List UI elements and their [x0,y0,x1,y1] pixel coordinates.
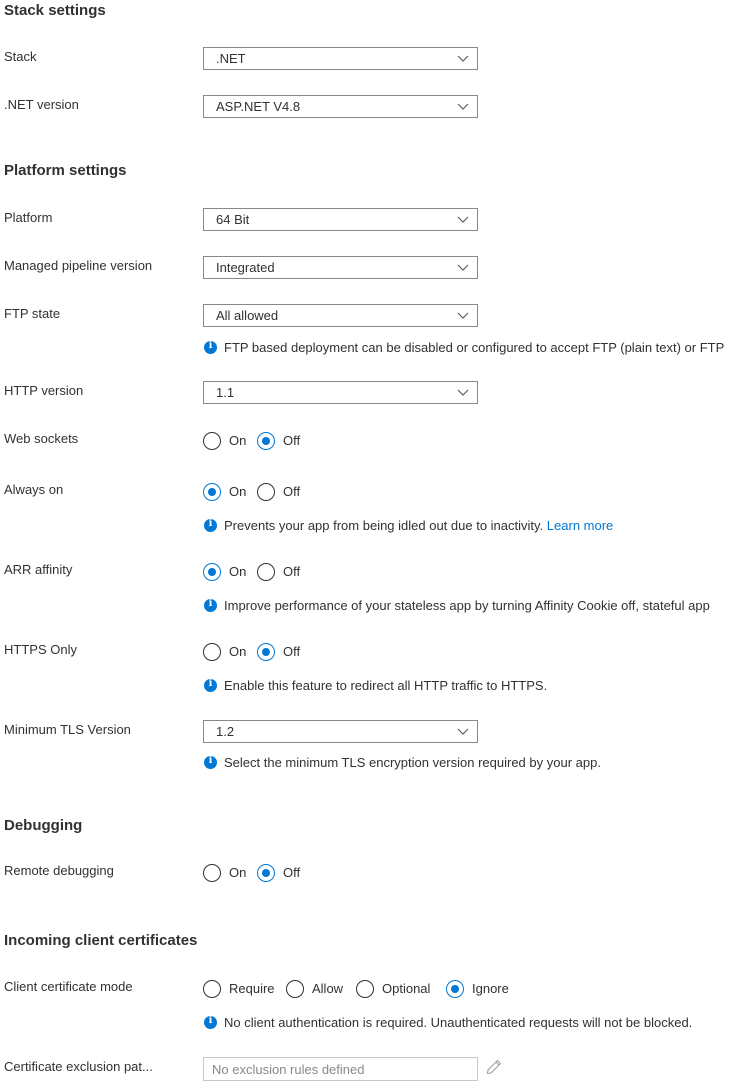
ftp-label: FTP state [4,306,61,321]
http-version-dropdown[interactable] [203,381,478,404]
http-version-dropdown-value: 1.1 [216,385,235,400]
web-sockets-label: Web sockets [4,431,79,446]
info-icon [204,519,217,532]
certificate-exclusion-label: Certificate exclusion pat... [4,1059,153,1074]
https-only-info-text: Enable this feature to redirect all HTTP traffic to HTTPS. [224,678,548,693]
certificate-exclusion-input[interactable] [203,1057,478,1081]
pipeline-label: Managed pipeline version [4,258,153,273]
https-only-on-label: On [229,644,247,659]
always-on-radio-group [203,482,313,504]
radio-selected-dot [451,985,459,993]
platform-dropdown[interactable] [203,208,478,231]
chevron-down-icon [457,53,469,63]
arr-affinity-info-text: Improve performance of your stateless app by turning Affinity Cookie off, stateful app [224,598,710,613]
net-version-label: .NET version [4,97,79,112]
radio-selected-dot [208,488,216,496]
always-on-on-label: On [229,484,247,499]
section-title-platform: Platform settings [4,162,127,179]
net-version-dropdown-value: ASP.NET V4.8 [216,99,301,114]
info-icon [204,341,217,354]
section-title-client-certificates: Incoming client certificates [4,932,198,949]
remote-debugging-radio-group [203,863,313,885]
tls-version-info-text: Select the minimum TLS encryption version required by your app. [224,755,601,770]
chevron-down-icon [457,310,469,320]
client-certificate-mode-radio-group [203,979,523,1001]
ftp-info-text: FTP based deployment can be disabled or configured to accept FTP (plain text) or FTP [224,340,725,355]
https-only-radio-group [203,642,313,664]
always-on-label: Always on [4,482,64,497]
stack-label: Stack [4,49,37,64]
radio-selected-dot [208,568,216,576]
remote-debugging-label: Remote debugging [4,863,114,878]
chevron-down-icon [457,726,469,736]
arr-affinity-off-label: Off [283,564,301,579]
tls-version-dropdown[interactable] [203,720,478,743]
web-sockets-radio-group [203,431,313,453]
https-only-off-label: Off [283,644,301,659]
arr-affinity-radio-group [203,562,313,584]
chevron-down-icon [457,387,469,397]
always-on-off-label: Off [283,484,301,499]
client-certificate-mode-info-text: No client authentication is required. Unauthenticated requests will not be blocked. [224,1015,693,1030]
ftp-dropdown[interactable] [203,304,478,327]
remote-debugging-off-label: Off [283,865,301,880]
stack-dropdown-value: .NET [216,51,246,66]
remote-debugging-on-label: On [229,865,247,880]
tls-version-label: Minimum TLS Version [4,722,131,737]
cert-mode-ignore-label: Ignore [472,981,509,996]
pipeline-dropdown-value: Integrated [216,260,275,275]
arr-affinity-on-label: On [229,564,247,579]
certificate-exclusion-placeholder: No exclusion rules defined [212,1062,365,1077]
info-icon [204,679,217,692]
stack-dropdown[interactable] [203,47,478,70]
chevron-down-icon [457,262,469,272]
info-icon [204,756,217,769]
info-icon [204,1016,217,1029]
cert-mode-optional-label: Optional [382,981,431,996]
net-version-dropdown[interactable] [203,95,478,118]
section-title-stack: Stack settings [4,2,106,19]
arr-affinity-label: ARR affinity [4,562,73,577]
http-version-label: HTTP version [4,383,84,398]
cert-mode-require-label: Require [229,981,275,996]
https-only-label: HTTPS Only [4,642,77,657]
platform-label: Platform [4,210,53,225]
radio-selected-dot [262,437,270,445]
platform-dropdown-value: 64 Bit [216,212,250,227]
info-icon [204,599,217,612]
web-sockets-off-label: Off [283,433,301,448]
web-sockets-on-label: On [229,433,247,448]
tls-version-dropdown-value: 1.2 [216,724,235,739]
chevron-down-icon [457,101,469,111]
cert-mode-allow-label: Allow [312,981,344,996]
section-title-debugging: Debugging [4,817,83,834]
always-on-info-text: Prevents your app from being idled out due to inactivity. [224,518,544,533]
client-certificate-mode-label: Client certificate mode [4,979,133,994]
radio-selected-dot [262,869,270,877]
learn-more-link[interactable]: Learn more [546,518,614,533]
pipeline-dropdown[interactable] [203,256,478,279]
pencil-icon[interactable] [486,1059,502,1075]
ftp-dropdown-value: All allowed [216,308,279,323]
chevron-down-icon [457,214,469,224]
radio-selected-dot [262,648,270,656]
